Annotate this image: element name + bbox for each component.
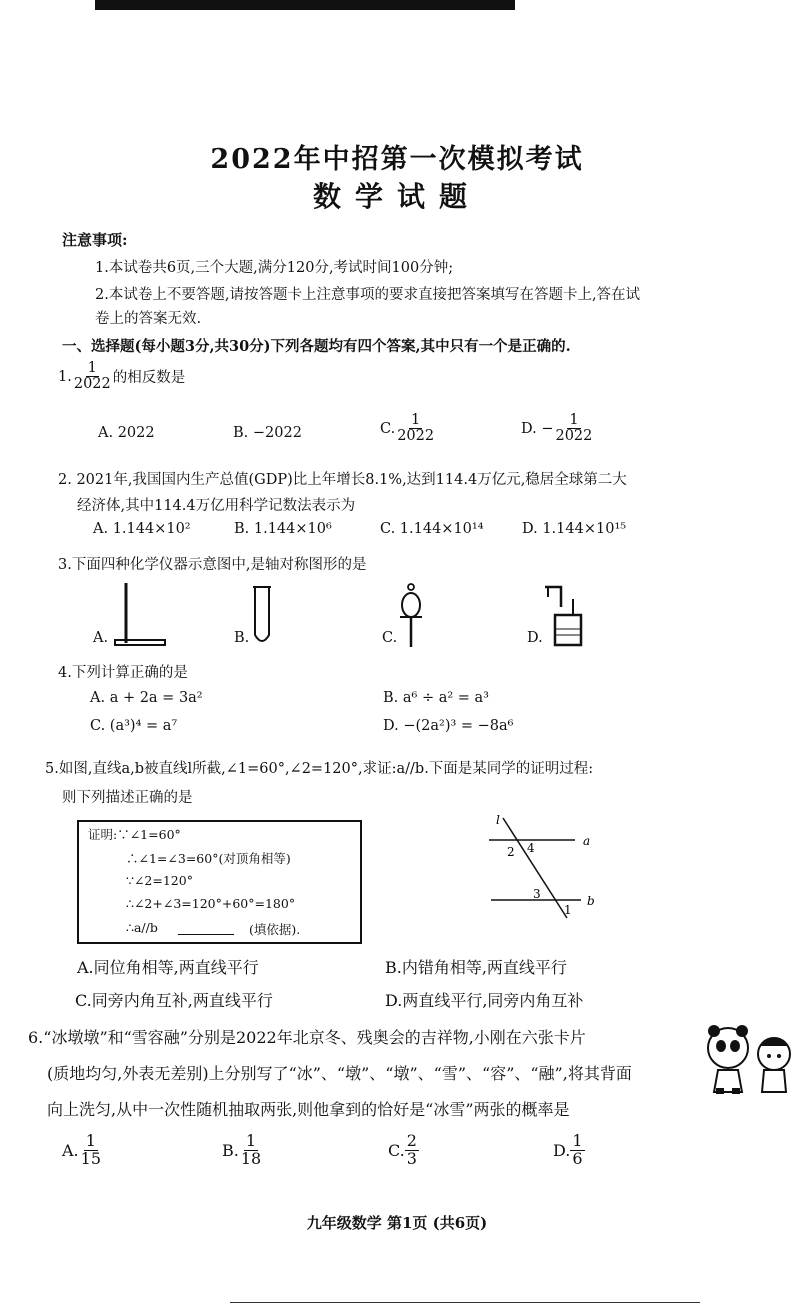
question-1-fraction: $\frac{1}{2022}$ [73, 360, 111, 393]
q4-option-a: A. a + 2a = 3a² [90, 690, 203, 706]
question-1 [58, 361, 185, 392]
proof-box [77, 820, 362, 944]
q4-option-d: D. −(2a²)³ = −8a⁶ [383, 718, 514, 734]
q5-option-d: D.两直线平行,同旁内角互补 [385, 991, 584, 1010]
q1-option-d: D. − $\frac{1}{2022}$ [521, 412, 593, 445]
proof-line-6: (填依据). [249, 922, 301, 937]
bottom-rule [230, 1302, 700, 1303]
page-footer: 九年级数学 第1页 (共6页) [306, 1214, 488, 1232]
question-4: 4.下列计算正确的是 [58, 665, 188, 681]
q2-option-c: C. 1.144×10¹⁴ [380, 521, 484, 537]
question-6-line-3: 向上洗匀,从中一次性随机抽取两张,则他拿到的恰好是“冰雪”两张的概率是 [47, 1100, 570, 1119]
q5-option-a: A.同位角相等,两直线平行 [77, 958, 259, 977]
question-2-line-1: 2. 2021年,我国国内生产总值(GDP)比上年增长8.1%,达到114.4万亿元,稳居全球第二大 [58, 472, 627, 488]
gas-bottle-icon [543, 585, 589, 649]
q6-option-d: D. $\frac{1}{6}$ [553, 1131, 583, 1168]
proof-line-2: ∴∠1=∠3=60°(对顶角相等) [126, 851, 291, 866]
proof-line-3: ∵∠2=120° [126, 873, 193, 888]
question-5-line-2: 则下列描述正确的是 [62, 790, 193, 806]
q3-option-d-label: D. [527, 630, 543, 646]
question-1-number: 1. [58, 368, 72, 385]
question-2-line-2: 经济体,其中114.4万亿用科学记数法表示为 [77, 498, 356, 514]
label-a: a [583, 834, 591, 848]
q5-option-b: B.内错角相等,两直线平行 [385, 958, 567, 977]
lab-stand-icon [113, 583, 173, 648]
label-angle-4: 4 [527, 841, 535, 855]
question-1-text: 的相反数是 [112, 370, 186, 387]
q2-option-a: A. 1.144×10² [93, 521, 191, 537]
q2-option-b: B. 1.144×10⁶ [234, 521, 332, 537]
parallel-lines-figure [485, 810, 605, 920]
q1-option-a: A. 2022 [98, 425, 155, 441]
label-b: b [587, 894, 595, 908]
q1-option-b: B. −2022 [233, 425, 302, 441]
label-angle-1: 1 [564, 903, 572, 917]
separatory-funnel-icon [398, 583, 424, 651]
q3-option-c-label: C. [382, 630, 398, 646]
notes-heading: 注意事项: [62, 231, 128, 249]
proof-line-4: ∴∠2+∠3=120°+60°=180° [126, 896, 296, 911]
q5-option-c: C.同旁内角互补,两直线平行 [75, 991, 273, 1010]
question-3: 3.下面四种化学仪器示意图中,是轴对称图形的是 [58, 557, 367, 573]
q1-option-c: C. $\frac{1}{2022}$ [380, 412, 435, 445]
question-6-line-2: (质地均匀,外表无差别)上分别写了“冰”、“墩”、“墩”、“雪”、“容”、“融”,将其背面 [47, 1064, 632, 1083]
q6-option-c: C. $\frac{2}{3}$ [388, 1131, 417, 1168]
notes-item-2b: 卷上的答案无效. [95, 311, 202, 327]
notes-item-2a: 2.本试卷上不要答题,请按答题卡上注意事项的要求直接把答案填写在答题卡上,答在试 [95, 287, 641, 303]
q3-option-b-label: B. [234, 630, 250, 646]
label-angle-2: 2 [507, 845, 515, 859]
question-5-line-1: 5.如图,直线a,b被直线l所截,∠1=60°,∠2=120°,求证:a//b.下面是某同学的证明过程: [45, 761, 594, 777]
section-1-heading: 一、选择题(每小题3分,共30分)下列各题均有四个答案,其中只有一个是正确的. [62, 338, 571, 355]
mascot-illustration-icon [704, 1018, 792, 1098]
q3-option-a-label: A. [93, 630, 109, 646]
label-l: l [496, 813, 500, 827]
line-l [503, 818, 567, 918]
proof-line-5: ∴a//b [126, 920, 158, 935]
question-6-line-1: 6.“冰墩墩”和“雪容融”分别是2022年北京冬、残奥会的吉祥物,小刚在六张卡片 [28, 1028, 586, 1047]
notes-item-1: 1.本试卷共6页,三个大题,满分120分,考试时间100分钟; [95, 260, 454, 276]
q6-option-b: B. $\frac{1}{18}$ [222, 1131, 262, 1168]
exam-subtitle: 数学试题 [312, 180, 481, 213]
q4-option-c: C. (a³)⁴ = a⁷ [90, 718, 178, 734]
label-angle-3: 3 [533, 887, 541, 901]
test-tube-icon [252, 585, 272, 647]
proof-blank [178, 934, 234, 935]
q2-option-d: D. 1.144×10¹⁵ [522, 521, 627, 537]
proof-line-1: 证明:∵∠1=60° [88, 827, 181, 842]
scan-top-bar [95, 0, 515, 10]
exam-title: 2022年中招第一次模拟考试 [210, 144, 584, 175]
q4-option-b: B. a⁶ ÷ a² = a³ [383, 690, 489, 706]
q6-option-a: A. $\frac{1}{15}$ [62, 1131, 101, 1168]
